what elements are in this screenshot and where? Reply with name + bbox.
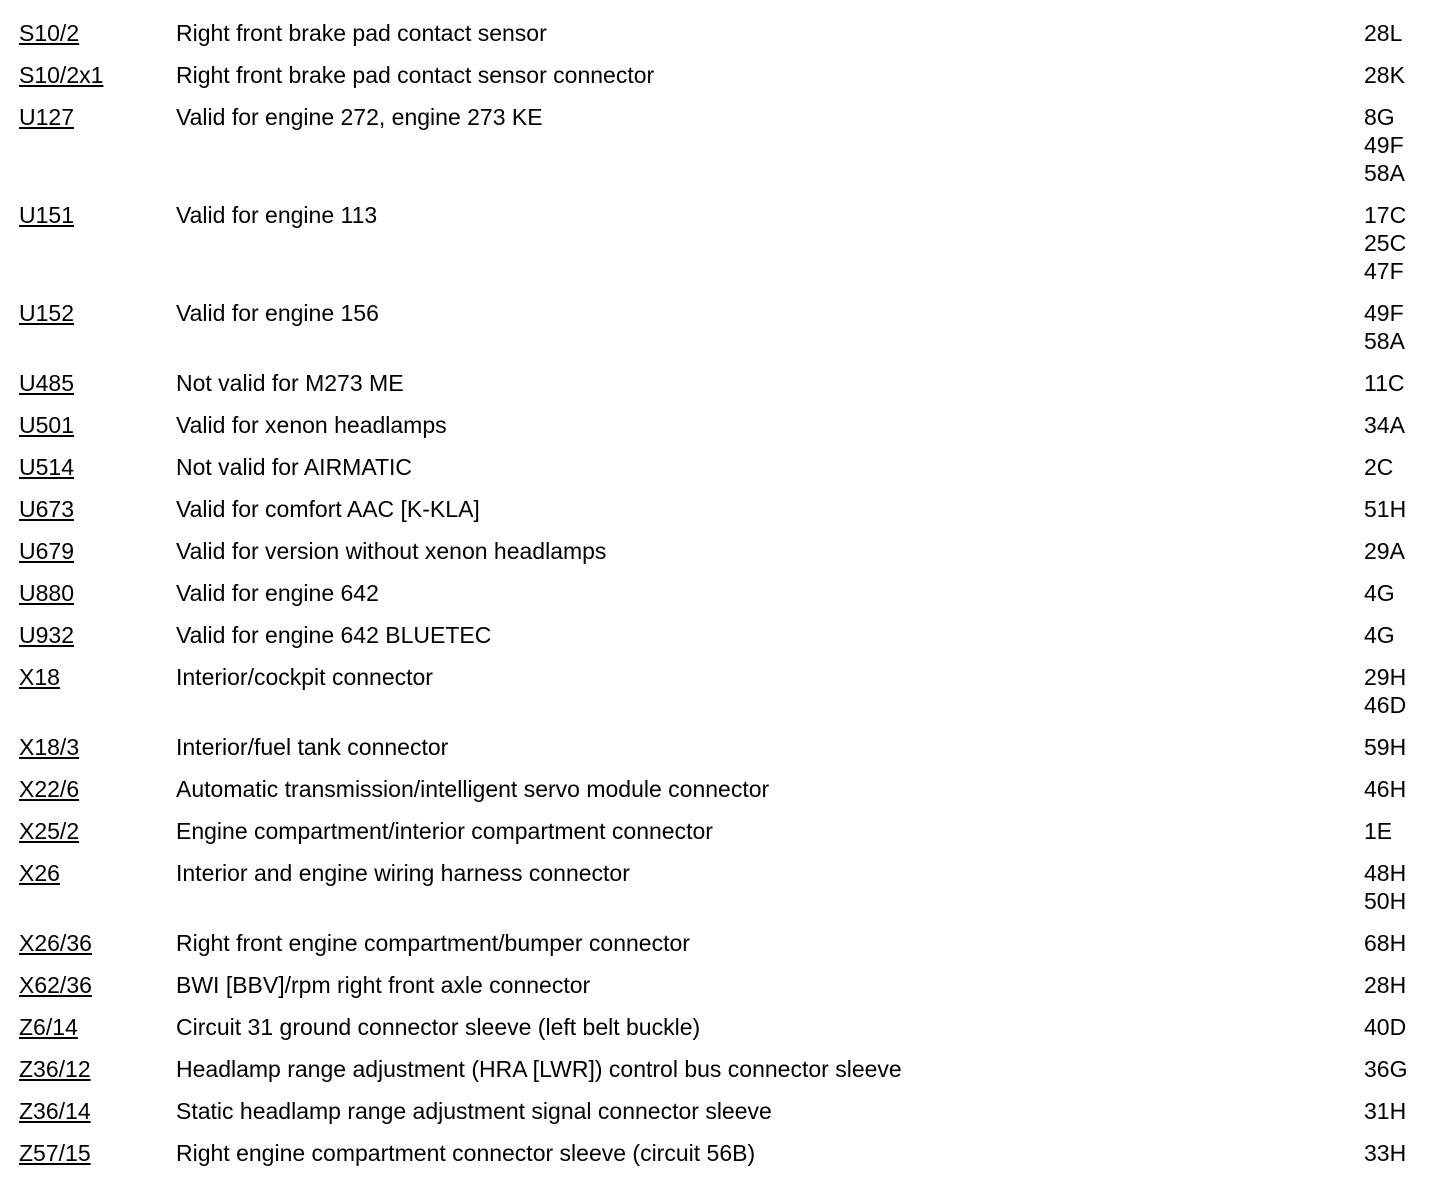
legend-row: [0, 495, 1456, 523]
grid-reference: 48H: [1364, 860, 1407, 886]
grid-references: [1364, 971, 1406, 999]
legend-row: [0, 859, 1456, 915]
component-description: Right engine compartment connector sleeve (circuit 56B): [176, 1140, 756, 1166]
legend-row: [0, 1139, 1456, 1167]
component-code-link[interactable]: U514: [19, 454, 74, 480]
component-description: Valid for engine 642: [176, 580, 379, 606]
legend-row: [0, 201, 1456, 285]
grid-reference: 31H: [1364, 1098, 1407, 1124]
component-description: Valid for xenon headlamps: [176, 412, 447, 438]
grid-references: [1364, 817, 1392, 845]
component-code-link[interactable]: S10/2x1: [19, 62, 104, 88]
component-code-link[interactable]: U673: [19, 496, 74, 522]
grid-reference: 49F: [1364, 300, 1404, 326]
component-description: Interior and engine wiring harness connector: [176, 860, 630, 886]
grid-reference: 68H: [1364, 930, 1407, 956]
component-description: Not valid for M273 ME: [176, 370, 404, 396]
grid-reference: 17C: [1364, 202, 1407, 228]
legend-row: [0, 1055, 1456, 1083]
component-description: Valid for engine 156: [176, 300, 379, 326]
component-code-link[interactable]: U127: [19, 104, 74, 130]
grid-references: [1364, 1055, 1407, 1083]
component-description: Valid for version without xenon headlamps: [176, 538, 607, 564]
component-description: Static headlamp range adjustment signal connector sleeve: [176, 1098, 772, 1124]
component-description: Valid for engine 113: [176, 202, 378, 228]
legend-row: [0, 1097, 1456, 1125]
grid-reference: 46H: [1364, 776, 1407, 802]
legend-row: [0, 453, 1456, 481]
component-code-link[interactable]: U501: [19, 412, 74, 438]
component-description: Not valid for AIRMATIC: [176, 454, 413, 480]
grid-references: [1364, 369, 1405, 397]
component-code-link[interactable]: X18/3: [19, 734, 80, 760]
grid-reference: 58A: [1364, 328, 1405, 354]
grid-reference: 4G: [1364, 580, 1395, 606]
grid-references: [1364, 663, 1406, 719]
grid-references: [1364, 103, 1405, 187]
legend-row: [0, 929, 1456, 957]
grid-reference: 28H: [1364, 972, 1407, 998]
grid-reference: 28L: [1364, 20, 1403, 46]
component-description: Engine compartment/interior compartment connector: [176, 818, 713, 844]
component-description: Circuit 31 ground connector sleeve (left belt buckle): [176, 1014, 701, 1040]
component-description: Headlamp range adjustment (HRA [LWR]) control bus connector sleeve: [176, 1056, 902, 1082]
component-description: Automatic transmission/intelligent servo module connector: [176, 776, 770, 802]
grid-references: [1364, 1139, 1406, 1167]
legend-row: [0, 663, 1456, 719]
component-code-link[interactable]: U880: [19, 580, 74, 606]
component-code-link[interactable]: X26/36: [19, 930, 92, 956]
grid-reference: 40D: [1364, 1014, 1407, 1040]
legend-row: [0, 411, 1456, 439]
legend-row: [0, 817, 1456, 845]
grid-references: [1364, 299, 1405, 355]
component-description: Valid for comfort AAC [K-KLA]: [176, 496, 480, 522]
legend-row: [0, 579, 1456, 607]
grid-reference: 33H: [1364, 1140, 1407, 1166]
grid-reference: 51H: [1364, 496, 1407, 522]
component-code-link[interactable]: U932: [19, 622, 74, 648]
component-description: Valid for engine 642 BLUETEC: [176, 622, 492, 648]
grid-references: [1364, 19, 1402, 47]
grid-references: [1364, 411, 1405, 439]
component-description: BWI [BBV]/rpm right front axle connector: [176, 972, 591, 998]
legend-row: [0, 103, 1456, 187]
legend-row: [0, 19, 1456, 47]
legend-row: [0, 775, 1456, 803]
grid-reference: 46D: [1364, 692, 1407, 718]
grid-references: [1364, 775, 1406, 803]
grid-reference: 29H: [1364, 664, 1407, 690]
grid-reference: 1E: [1364, 818, 1393, 844]
component-code-link[interactable]: X62/36: [19, 972, 92, 998]
component-legend-list: [0, 19, 1456, 1181]
grid-reference: 29A: [1364, 538, 1405, 564]
component-code-link[interactable]: U679: [19, 538, 74, 564]
component-code-link[interactable]: S10/2: [19, 20, 80, 46]
grid-references: [1364, 859, 1406, 915]
legend-row: [0, 971, 1456, 999]
component-code-link[interactable]: U151: [19, 202, 74, 228]
component-code-link[interactable]: Z36/14: [19, 1098, 91, 1124]
grid-reference: 50H: [1364, 888, 1407, 914]
component-code-link[interactable]: Z36/12: [19, 1056, 91, 1082]
grid-references: [1364, 1097, 1406, 1125]
grid-references: [1364, 495, 1406, 523]
component-description: Valid for engine 272, engine 273 KE: [176, 104, 543, 130]
grid-reference: 11C: [1364, 370, 1405, 396]
grid-reference: 47F: [1364, 258, 1404, 284]
legend-row: [0, 369, 1456, 397]
grid-references: [1364, 929, 1406, 957]
grid-references: [1364, 453, 1393, 481]
grid-reference: 25C: [1364, 230, 1407, 256]
component-code-link[interactable]: X18: [19, 664, 60, 690]
grid-reference: 36G: [1364, 1056, 1408, 1082]
grid-reference: 4G: [1364, 622, 1395, 648]
grid-reference: 28K: [1364, 62, 1405, 88]
grid-reference: 58A: [1364, 160, 1405, 186]
legend-row: [0, 537, 1456, 565]
component-code-link[interactable]: U152: [19, 300, 74, 326]
grid-references: [1364, 201, 1406, 285]
legend-row: [0, 61, 1456, 89]
component-description: Interior/cockpit connector: [176, 664, 433, 690]
component-description: Interior/fuel tank connector: [176, 734, 449, 760]
component-code-link[interactable]: X22/6: [19, 776, 80, 802]
legend-row: [0, 621, 1456, 649]
component-description: Right front brake pad contact sensor: [176, 20, 547, 46]
grid-references: [1364, 537, 1405, 565]
component-description: Right front brake pad contact sensor connector: [176, 62, 655, 88]
component-code-link[interactable]: U485: [19, 370, 74, 396]
legend-row: [0, 1013, 1456, 1041]
component-code-link[interactable]: Z6/14: [19, 1014, 78, 1040]
component-code-link[interactable]: X25/2: [19, 818, 80, 844]
legend-row: [0, 733, 1456, 761]
grid-references: [1364, 61, 1405, 89]
grid-references: [1364, 733, 1406, 761]
grid-references: [1364, 579, 1395, 607]
grid-references: [1364, 621, 1395, 649]
component-code-link[interactable]: Z57/15: [19, 1140, 91, 1166]
grid-reference: 59H: [1364, 734, 1407, 760]
component-description: Right front engine compartment/bumper connector: [176, 930, 690, 956]
grid-reference: 8G: [1364, 104, 1395, 130]
grid-reference: 49F: [1364, 132, 1404, 158]
grid-reference: 34A: [1364, 412, 1405, 438]
grid-references: [1364, 1013, 1406, 1041]
grid-reference: 2C: [1364, 454, 1394, 480]
component-code-link[interactable]: X26: [19, 860, 60, 886]
legend-row: [0, 299, 1456, 355]
